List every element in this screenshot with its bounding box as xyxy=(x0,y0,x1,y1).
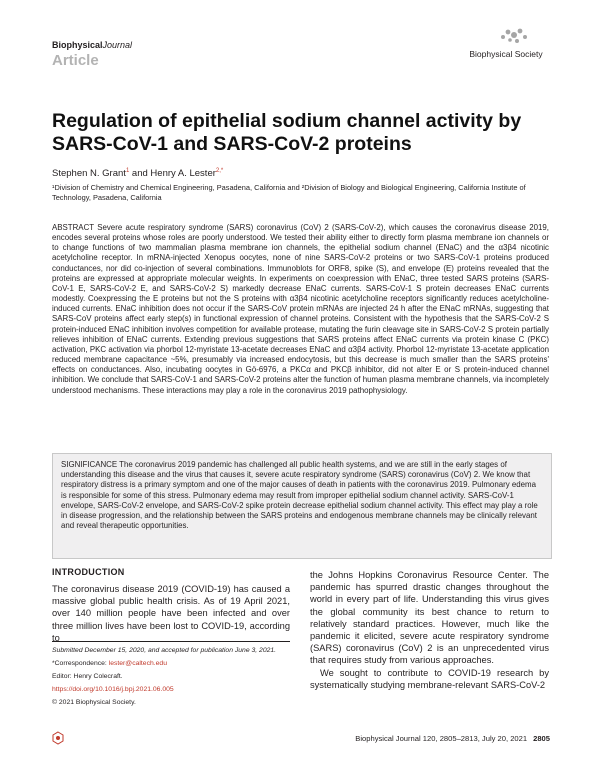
section-label: Article xyxy=(52,52,99,69)
intro-column-2: the Johns Hopkins Coronavirus Resource Center. The pandemic has spurred drastic changes throughout the world in every part of life. Understanding this virus gives the global community its best chance to return to relatively standard practices. However, much like the pandemic it elicited, severe acute respiratory syndrome (SARS) coronavirus (CoV) 2 is an unprecedented virus that requires study from various approaches. We sought to contribute to COVID-19 research by systematically studying membrane-relevant SARS-CoV-2 xyxy=(310,570,549,690)
abstract: ABSTRACT Severe acute respiratory syndrome (SARS) coronavirus (CoV) 2 (SARS-CoV-2), which causes the coronavirus disease 2019, encodes several proteins whose roles are poorly understood. We tested their ability either to directly form plasma membrane ion channels or to change functions of two mammalian plasma membrane ion channels, the epithelial sodium channel (ENaC) and the α3β4 nicotinic acetylcholine receptor. In mRNA-injected Xenopus oocytes, none of nine SARS-CoV-2 proteins or two SARS-CoV-1 proteins produced conductances, nor did co-injection of several combinations. Immunoblots for ORF8, spike (S), and envelope (E) proteins revealed that the proteins are expressed at appropriate molecular weights. In experiments on coexpression with ENaC, three tested SARS proteins (SARS-CoV-1 E, SARS-CoV-2 E, and SARS-CoV-2 S) markedly decrease ENaC currents. SARS-CoV-1 S protein decreases ENaC currents modestly. Coexpressing the E proteins but not the S proteins with α3β4 nicotinic acetylcholine receptors significantly reduces acetylcholine-induced currents. ENaC inhibition does not occur if the SARS-CoV protein mRNAs are injected 24 h after the ENaC mRNAs, suggesting that SARS-CoV proteins affect early step(s) in functional expression of channel proteins. Consistent with the hypothesis that the SARS-CoV-2 S protein-induced ENaC inhibition involves competition for available protease, mutating the furin cleavage site in SARS-CoV-2 S protein partially relieves inhibition of ENaC currents. Extending previous suggestions that SARS proteins affect ENaC currents via protein kinase C (PKC) activation, PKC activation via phorbol 12-myristate 13-acetate decreases ENaC and α3β4 activity. Phorbol 12-myristate 13-acetate application reduced membrane capacitance ~5%, presumably via increased endocytosis, but this decrease is much smaller than the SARS proteins' effects on conductances. Also, incubating oocytes in Gö-6976, a PKCα and PKCβ inhibitor, did not alter E or S protein-induced channel inhibition. We conclude that SARS-CoV-1 and SARS-CoV-2 proteins alter the function of human plasma membrane channels, via incompletely understood mechanisms. These interactions may play a role in the coronavirus 2019 pathophysiology. xyxy=(52,223,549,395)
affiliations: ¹Division of Chemistry and Chemical Engineering, Pasadena, California and ²Division of Biology and Biological Engineering, California Institute of Technology, Pasadena, California xyxy=(52,183,526,202)
author-grant: Stephen N. Grant xyxy=(52,168,126,180)
page-number: 2805 xyxy=(533,734,550,743)
significance-text: SIGNIFICANCE The coronavirus 2019 pandemic has challenged all public health systems, and we are still in the early stages of understanding this disease and the virus that causes it, severe acute respiratory syndrome (SARS) coronavirus (CoV) 2. We know that respiratory distress is a primary symptom and one of the major causes of death in patients with the coronavirus 2019. Pulmonary edema is responsible for some of this stress. Pulmonary edema may result from improper epithelial sodium channel activity. SARS-CoV-1 envelope, SARS-CoV-2 envelope, and SARS-CoV-2 spike protein decrease epithelial sodium channel activity. This effect may play a role in disease progression, and the relationship between the SARS proteins and endogenous membrane channels may be clinically relevant and reveal therapeutic opportunities. xyxy=(61,460,538,531)
correspondence: *Correspondence: lester@caltech.edu xyxy=(52,660,167,667)
intro-column-1: The coronavirus disease 2019 (COVID-19) has caused a massive global public health crisis. As of 19 April 2021, over 140 million people have been infected and over three million lives have been lost to COVID-19, according to xyxy=(52,584,290,643)
society-name: Biophysical Society xyxy=(469,49,543,59)
author-lester: Henry A. Lester xyxy=(150,168,216,180)
page-footer xyxy=(330,734,550,743)
significance-box xyxy=(52,453,552,559)
journal-name: BiophysicalJournal xyxy=(52,40,133,50)
footnote-divider xyxy=(52,641,290,642)
check-for-updates-icon[interactable] xyxy=(52,731,64,745)
copyright: © 2021 Biophysical Society. xyxy=(52,699,136,706)
biophysical-society-logo-icon xyxy=(470,25,550,65)
author-list: Stephen N. Grant$^1$ and Henry A. Lester$^{2,*}$ xyxy=(52,168,224,180)
submission-dates: Submitted December 15, 2020, and accepted for publication June 3, 2021. xyxy=(52,647,277,654)
doi-link[interactable]: https://doi.org/10.1016/j.bpj.2021.06.005 xyxy=(52,686,174,693)
journal-citation: Biophysical Journal 120, 2805–2813, July 20, 2021 xyxy=(355,734,528,743)
correspondence-email-link[interactable]: lester@caltech.edu xyxy=(108,660,167,667)
introduction-heading: INTRODUCTION xyxy=(52,567,125,577)
editor-note: Editor: Henry Colecraft. xyxy=(52,673,123,680)
article-title: Regulation of epithelial sodium channel activity by SARS-CoV-1 and SARS-CoV-2 proteins xyxy=(52,110,522,155)
